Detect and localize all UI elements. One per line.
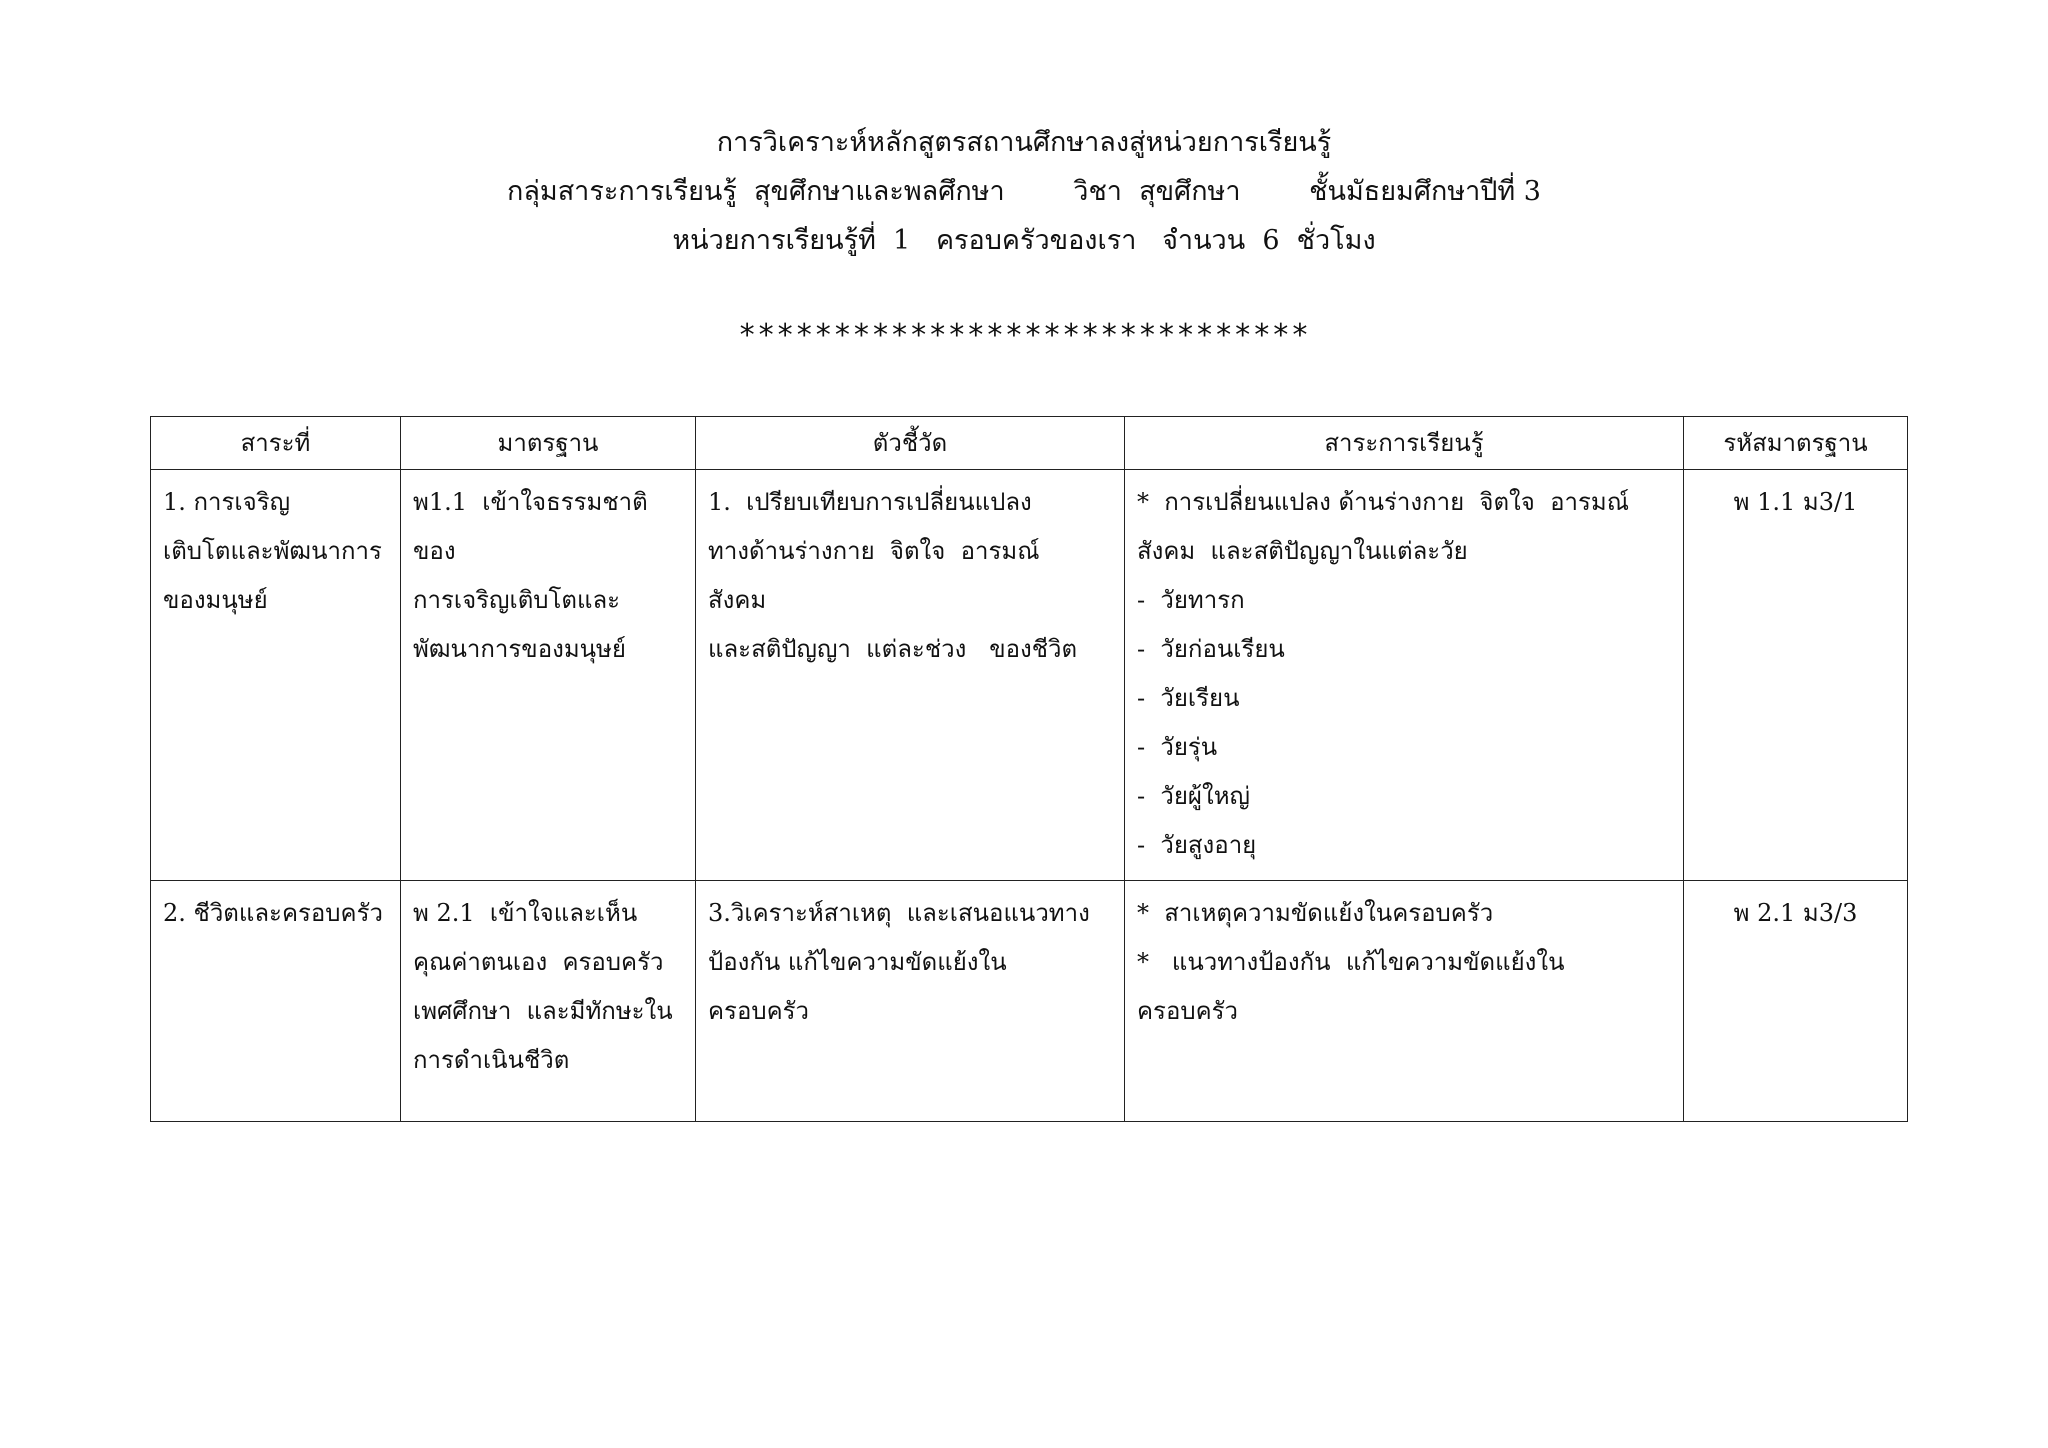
cell-line: การเจริญเติบโตและ (413, 586, 621, 614)
cell-line: ของมนุษย์ (163, 586, 268, 614)
cell-line: พ 2.1 เข้าใจและเห็น (413, 899, 638, 927)
cell-line: เติบโตและพัฒนาการ (163, 537, 382, 565)
cell-line: ครอบครัว (1137, 997, 1239, 1025)
header-standard: มาตรฐาน (401, 417, 696, 470)
document-header (0, 118, 2048, 265)
cell-line: ป้องกัน แก้ไขความขัดแย้งใน (708, 948, 1007, 976)
cell-line: เพศศึกษา และมีทักษะใน (413, 997, 673, 1025)
cell-line: - วัยก่อนเรียน (1137, 635, 1285, 663)
cell-line: - วัยสูงอายุ (1137, 831, 1257, 859)
code-cell: พ 1.1 ม3/1 (1684, 470, 1908, 881)
code-cell: พ 2.1 ม3/3 (1684, 881, 1908, 1122)
indicator-cell (696, 470, 1125, 881)
subject-line: กลุ่มสาระการเรียนรู้ สุขศึกษาและพลศึกษา วิชา สุขศึกษา ชั้นมัธยมศึกษาปีที่ 3 (507, 176, 1541, 207)
cell-line: 1. เปรียบเทียบการเปลี่ยนแปลง (708, 488, 1032, 516)
cell-line: * สาเหตุความขัดแย้งในครอบครัว (1137, 899, 1494, 927)
cell-line: 1. การเจริญ (163, 488, 291, 516)
cell-line: พัฒนาการของมนุษย์ (413, 635, 626, 663)
cell-line: 2. ชีวิตและครอบครัว (163, 899, 383, 927)
cell-line: * แนวทางป้องกัน แก้ไขความขัดแย้งใน (1137, 948, 1565, 976)
cell-line: - วัยผู้ใหญ่ (1137, 782, 1250, 810)
cell-line: พ1.1 เข้าใจธรรมชาติของ (413, 488, 648, 565)
header-strand: สาระที่ (151, 417, 401, 470)
table-row (151, 470, 1908, 881)
content-cell (1125, 470, 1684, 881)
header-code: รหัสมาตรฐาน (1684, 417, 1908, 470)
table-header-row (151, 417, 1908, 470)
curriculum-table (150, 416, 1908, 1122)
cell-line: 3.วิเคราะห์สาเหตุ และเสนอแนวทาง (708, 899, 1090, 927)
table-row (151, 881, 1908, 1122)
indicator-cell (696, 881, 1125, 1122)
cell-line: - วัยรุ่น (1137, 733, 1218, 761)
cell-line: คุณค่าตนเอง ครอบครัว (413, 948, 664, 976)
strand-cell (151, 881, 401, 1122)
standard-cell (401, 470, 696, 881)
star-divider: ****************************** (738, 318, 1310, 353)
cell-line: - วัยทารก (1137, 586, 1245, 614)
unit-line: หน่วยการเรียนรู้ที่ 1 ครอบครัวของเรา จำนวน 6 ชั่วโมง (672, 225, 1376, 256)
content-cell (1125, 881, 1684, 1122)
header-indicator: ตัวชี้วัด (696, 417, 1125, 470)
header-content: สาระการเรียนรู้ (1125, 417, 1684, 470)
cell-line: และสติปัญญา แต่ละช่วง ของชีวิต (708, 635, 1078, 663)
cell-line: การดำเนินชีวิต (413, 1046, 570, 1074)
cell-line: สังคม และสติปัญญาในแต่ละวัย (1137, 537, 1468, 565)
cell-line: - วัยเรียน (1137, 684, 1240, 712)
cell-line: * การเปลี่ยนแปลง ด้านร่างกาย จิตใจ อารมณ์ (1137, 488, 1629, 516)
strand-cell (151, 470, 401, 881)
cell-line: ครอบครัว (708, 997, 810, 1025)
standard-cell (401, 881, 696, 1122)
document-title: การวิเคราะห์หลักสูตรสถานศึกษาลงสู่หน่วยการเรียนรู้ (716, 127, 1332, 158)
cell-line: ทางด้านร่างกาย จิตใจ อารมณ์ สังคม (708, 537, 1055, 614)
